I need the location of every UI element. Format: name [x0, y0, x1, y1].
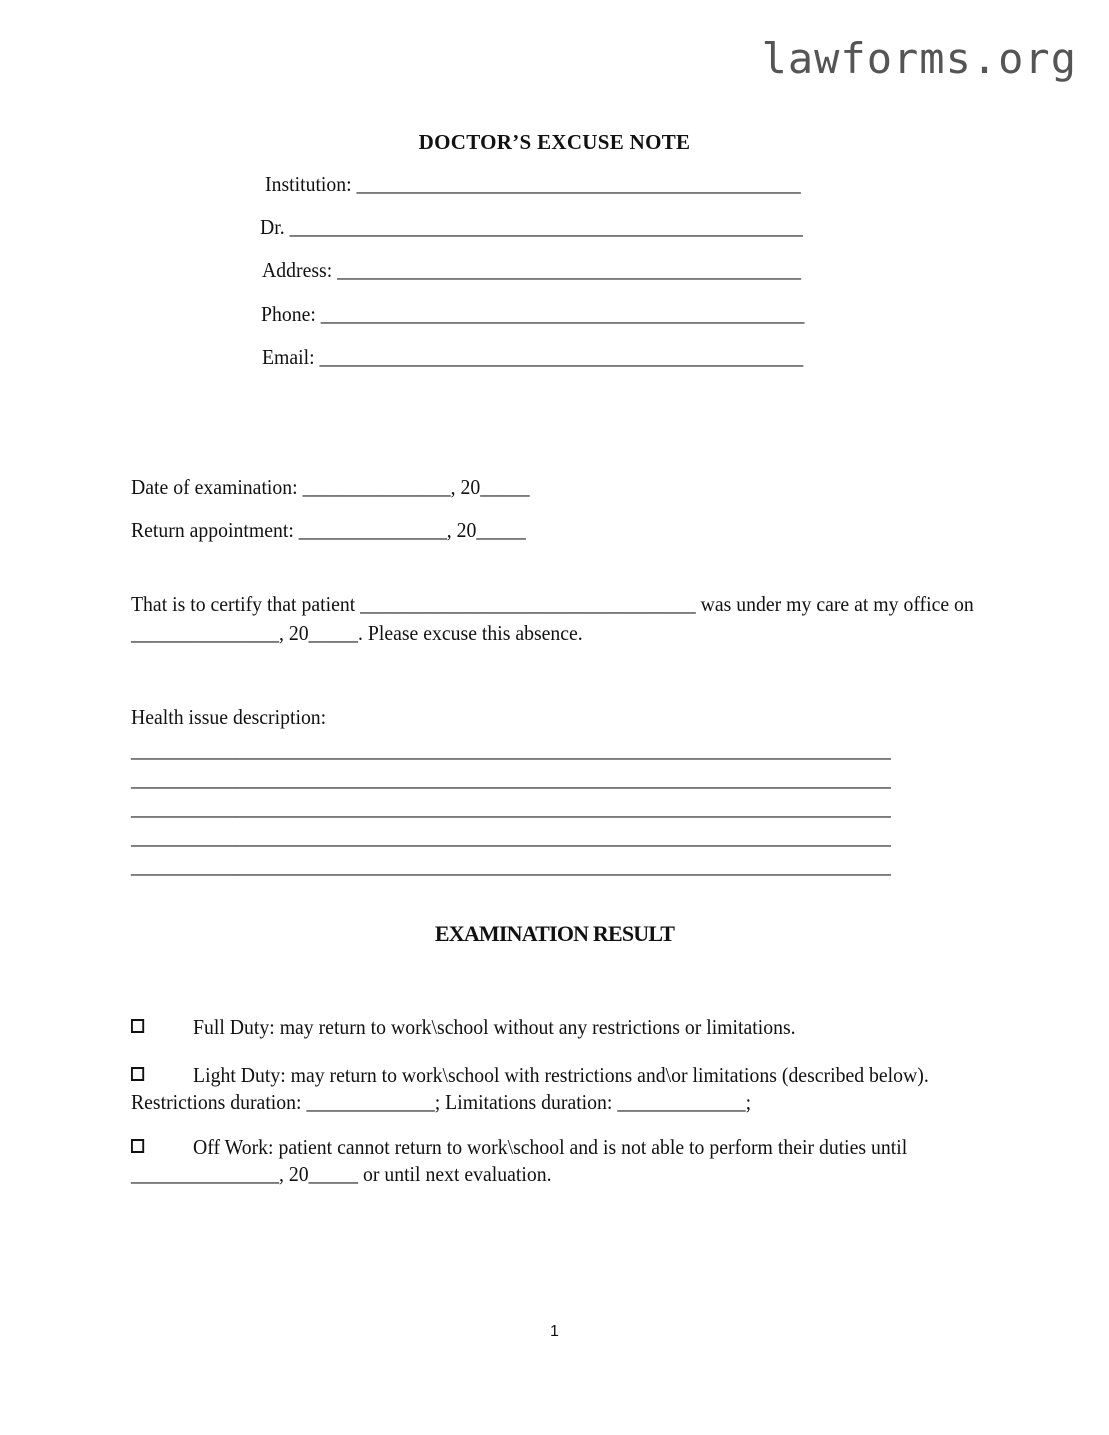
doctor-field[interactable]: Dr. ____________________________________________________ — [260, 215, 803, 239]
off-work-checkbox[interactable] — [131, 1139, 144, 1153]
full-duty-text: Full Duty: may return to work\school without any restrictions or limitations. — [193, 1015, 796, 1039]
light-duty-option — [131, 1062, 958, 1116]
brand-watermark: lawforms.org — [761, 34, 1077, 83]
page-number: 1 — [550, 1323, 559, 1340]
institution-field[interactable]: Institution: _____________________________________________ — [265, 172, 801, 196]
light-duty-text: Light Duty: may return to work\school with restrictions and\or limitations (described below). Restrictions duration: _____________; Limitations duration: _____________; — [131, 1063, 929, 1114]
return-appointment-field[interactable]: Return appointment: _______________, 20_____ — [131, 518, 526, 542]
address-field[interactable]: Address: _______________________________________________ — [262, 258, 802, 282]
health-issue-line[interactable]: ________________________________________________________________________________ — [131, 854, 891, 878]
health-issue-line[interactable]: ________________________________________________________________________________ — [131, 738, 891, 762]
full-duty-checkbox[interactable] — [131, 1019, 144, 1033]
email-field[interactable]: Email: _________________________________________________ — [262, 345, 804, 369]
light-duty-checkbox[interactable] — [131, 1067, 144, 1081]
document-title: DOCTOR’S EXCUSE NOTE — [418, 130, 691, 154]
full-duty-option — [131, 1014, 958, 1041]
certification-paragraph[interactable]: That is to certify that patient __________________________________ was under my care at my office on _______________, 20_____. Please excuse this absence. — [131, 592, 974, 645]
off-work-option — [131, 1134, 958, 1188]
health-issue-label: Health issue description: — [131, 705, 327, 729]
examination-result-heading: EXAMINATION RESULT — [434, 921, 675, 946]
phone-field[interactable]: Phone: _________________________________________________ — [261, 302, 805, 326]
health-issue-line[interactable]: ________________________________________________________________________________ — [131, 767, 891, 791]
off-work-text: Off Work: patient cannot return to work\school and is not able to perform their duties until _______________, 20_____ or until next evaluation. — [131, 1135, 908, 1186]
health-issue-line[interactable]: ________________________________________________________________________________ — [131, 825, 891, 849]
date-of-examination-field[interactable]: Date of examination: _______________, 20_____ — [131, 475, 530, 499]
health-issue-line[interactable]: ________________________________________________________________________________ — [131, 796, 891, 820]
